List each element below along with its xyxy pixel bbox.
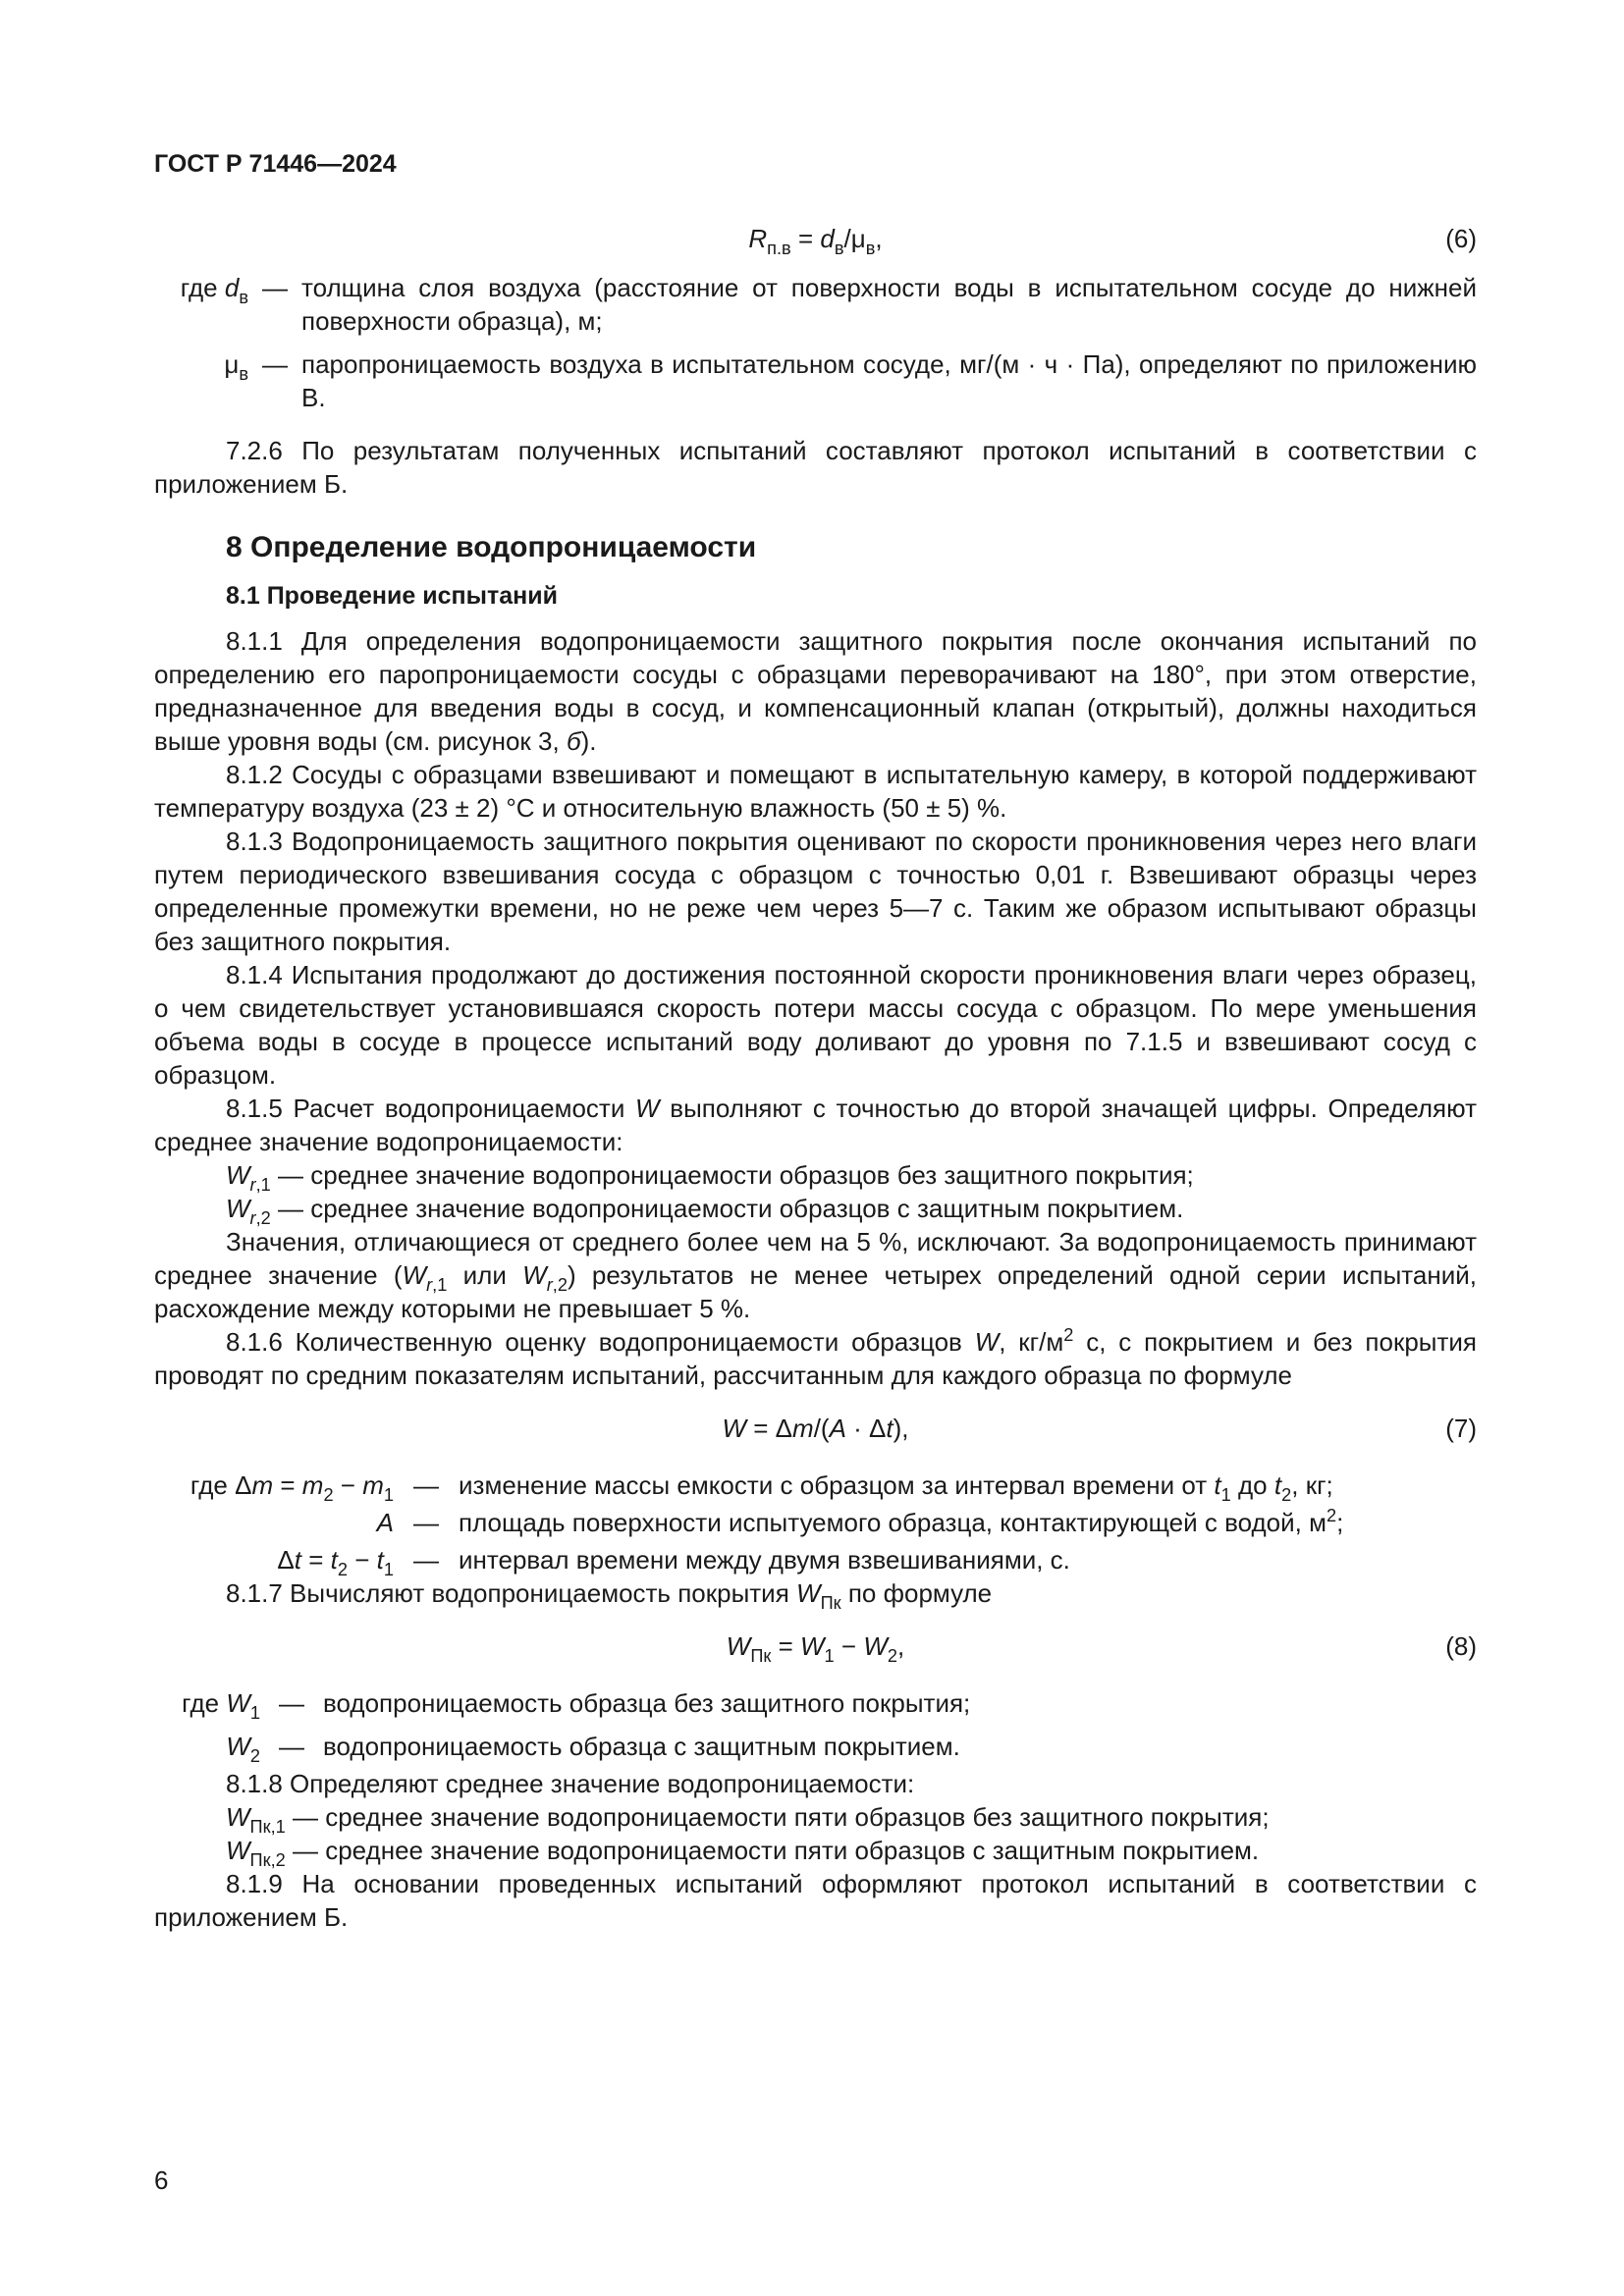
legend-dash: — <box>413 1508 439 1537</box>
paragraph-8-1-5: 8.1.5 Расчет водопроницаемости W выполняют с точностью до второй значащей цифры. Определяют среднее значение водопроницаемости: <box>154 1094 1477 1156</box>
legend-text: водопроницаемость образца с защитным покрытием. <box>323 1732 960 1761</box>
section-title: 8 Определение водопроницаемости <box>226 531 757 563</box>
legend-text: площадь поверхности испытуемого образца, контактирующей с водой, $м^2$; <box>459 1506 1344 1537</box>
legend-dash: — <box>413 1545 439 1575</box>
formula-8-legend <box>154 1686 1477 1766</box>
formula-7-expression: W = Δm/(A · Δt), <box>722 1414 909 1443</box>
definition-w-r2: $W_{r,2}$ — среднее значение водопроницаемости образцов с защитным покрытием. <box>226 1194 1184 1228</box>
paragraph-8-1-3: 8.1.3 Водопроницаемость защитного покрытия оценивают по скорости проникновения через него влаги путем периодического взвешивания сосуда с образцом с точностью 0,01 г. Взвешивают образцы через определенные промежутки времени, но не реже чем через 5—7 с. Таким же образом испытывают образцы без защитного покрытия. <box>154 827 1477 956</box>
legend-symbol: где $\Delta m = m_2 - m_1$ <box>189 1470 394 1505</box>
legend-symbol: где $d_в$ <box>180 273 248 307</box>
legend-text: толщина слоя воздуха (расстояние от поверхности воды в испытательном сосуде до нижней поверхности образца), м; <box>301 273 1477 336</box>
formula-6 <box>154 222 1477 258</box>
legend-dash: — <box>279 1688 304 1718</box>
page-number: 6 <box>154 2165 169 2195</box>
legend-text: водопроницаемость образца без защитного покрытия; <box>323 1688 971 1718</box>
legend-dash: — <box>262 273 288 302</box>
paragraph-8-1-8: 8.1.8 Определяют среднее значение водопроницаемости: <box>226 1769 915 1798</box>
formula-8 <box>154 1629 1477 1666</box>
formula-7-number: (7) <box>1445 1414 1477 1443</box>
legend-symbol: $\Delta t = t_2 - t_1$ <box>277 1545 394 1579</box>
legend-row-dm <box>154 1468 1477 1505</box>
paragraph-7-2-6: 7.2.6 По результатам полученных испытаний составляют протокол испытаний в соответствии с приложением Б. <box>154 436 1477 499</box>
standard-header: ГОСТ Р 71446—2024 <box>154 150 397 178</box>
legend-row-d <box>154 271 1477 338</box>
legend-dash: — <box>262 349 288 379</box>
formula-6-number: (6) <box>1445 224 1477 253</box>
legend-text: интервал времени между двумя взвешиваниями, с. <box>459 1545 1070 1575</box>
paragraph-8-1-1: 8.1.1 Для определения водопроницаемости защитного покрытия после окончания испытаний по определению его паропроницаемости сосуды с образцами переворачивают на 180°, при этом отверстие, предназначенное для введения воды в сосуд, и компенсационный клапан (открытый), должны находиться выше уровня воды (см. рисунок 3, б). <box>154 626 1477 756</box>
paragraph-8-1-7: 8.1.7 Вычисляют водопроницаемость покрытия $W_{Пк}$ по формуле <box>226 1578 993 1613</box>
paragraph-8-1-5-cont: Значения, отличающиеся от среднего более чем на 5 %, исключают. За водопроницаемость принимают среднее значение ($W_{r,1}$ или $W_{r,2}$) результатов не менее четырех определений одной серии испытаний, расхождение между которыми не превышает 5 %. <box>154 1227 1477 1323</box>
paragraph-8-1-2: 8.1.2 Сосуды с образцами взвешивают и помещают в испытательную камеру, в которой поддерживают температуру воздуха (23 ± 2) °С и относительную влажность (50 ± 5) %. <box>154 760 1477 823</box>
definition-w-pk1: $W_{Пк,1}$ — среднее значение водопроницаемости пяти образцов без защитного покрытия; <box>226 1802 1270 1837</box>
legend-symbol: A <box>376 1508 394 1537</box>
legend-row-w1 <box>154 1686 1477 1723</box>
legend-symbol: $\mu_в$ <box>224 349 248 384</box>
legend-symbol: $W_2$ <box>226 1732 260 1766</box>
formula-8-number: (8) <box>1445 1631 1477 1661</box>
document-page <box>154 147 1477 1934</box>
legend-row-w2 <box>154 1730 1477 1766</box>
paragraph-8-1-4: 8.1.4 Испытания продолжают до достижения постоянной скорости проникновения влаги через образец, о чем свидетельствует установившаяся скорость потери массы сосуда с образцом. По мере уменьшения объема воды в сосуде в процессе испытаний воду доливают до уровня по 7.1.5 и взвешивают сосуд с образцом. <box>154 960 1477 1090</box>
legend-text: изменение массы емкости с образцом за интервал времени от $t_1$ до $t_2$, кг; <box>459 1470 1333 1505</box>
formula-6-expression: $R_{п.в} = d_в/\mu_в$, <box>748 224 883 258</box>
legend-row-dt <box>154 1543 1477 1579</box>
definition-w-pk2: $W_{Пк,2}$ — среднее значение водопроницаемости пяти образцов с защитным покрытием. <box>226 1836 1260 1870</box>
definition-w-r1: $W_{r,1}$ — среднее значение водопроницаемости образцов без защитного покрытия; <box>226 1160 1194 1195</box>
paragraph-8-1-6: 8.1.6 Количественную оценку водопроницаемости образцов W, $кг/м^2$ с, с покрытием и без покрытия проводят по средним показателям испытаний, рассчитанным для каждого образца по формуле <box>154 1325 1477 1390</box>
formula-7 <box>154 1412 1477 1445</box>
formula-6-legend <box>154 271 1477 414</box>
legend-row-a <box>154 1506 1477 1539</box>
legend-row-mu <box>154 347 1477 414</box>
legend-symbol: где $W_1$ <box>182 1688 260 1723</box>
legend-text: паропроницаемость воздуха в испытательном сосуде, мг/(м · ч · Па), определяют по приложению В. <box>301 349 1477 412</box>
legend-dash: — <box>413 1470 439 1500</box>
paragraph-8-1-9: 8.1.9 На основании проведенных испытаний оформляют протокол испытаний в соответствии с приложением Б. <box>154 1869 1477 1932</box>
subsection-title: 8.1 Проведение испытаний <box>226 582 558 610</box>
legend-dash: — <box>279 1732 304 1761</box>
formula-7-legend <box>154 1468 1477 1579</box>
formula-8-expression: $W_{Пк} = W_1 - W_2$, <box>726 1631 905 1666</box>
